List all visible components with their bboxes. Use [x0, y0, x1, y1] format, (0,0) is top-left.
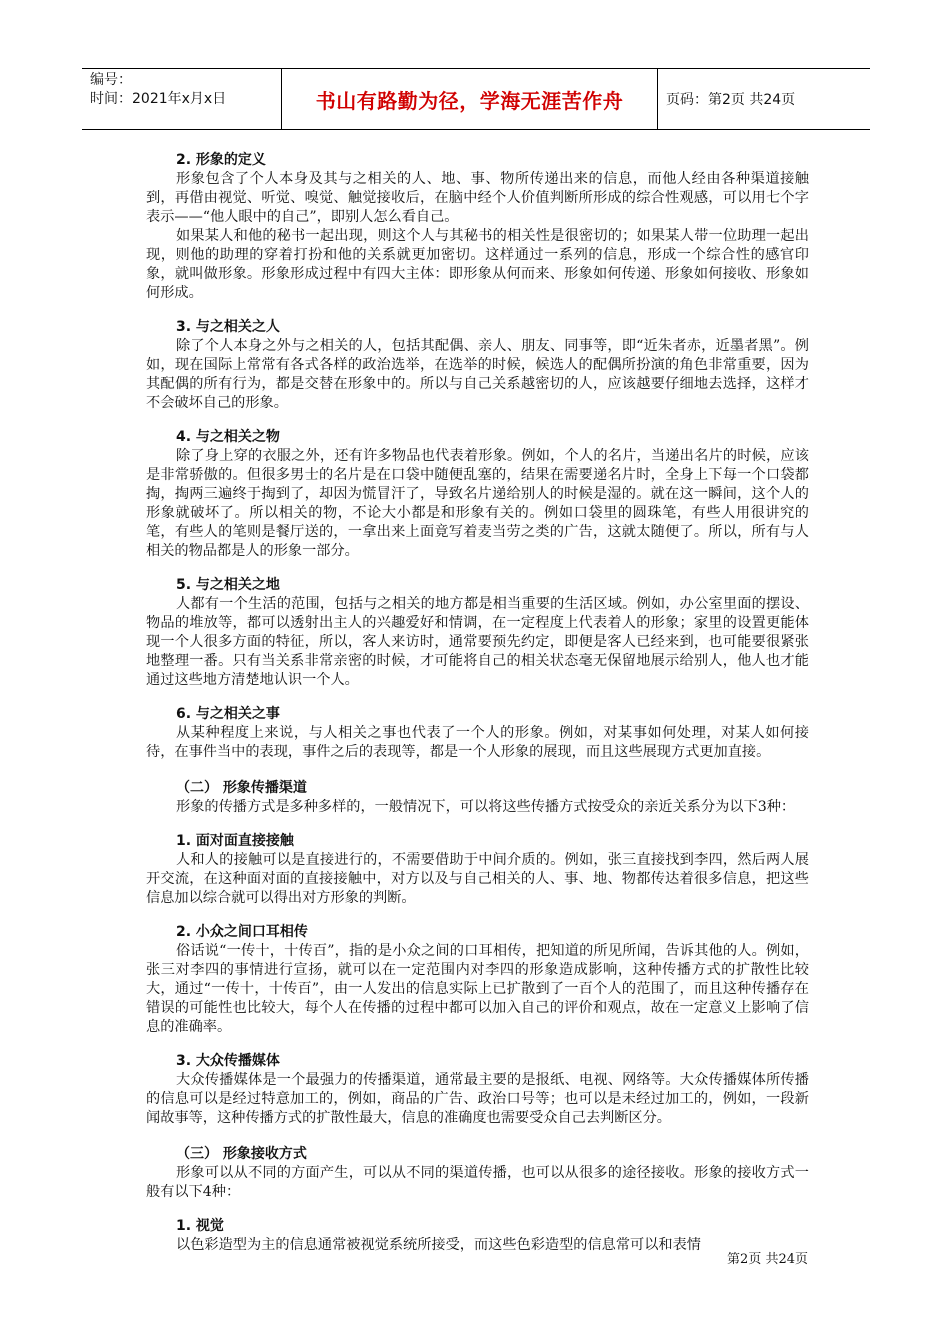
time-label: 时间：2021年x月x日: [90, 91, 227, 107]
section-heading: 2. 小众之间口耳相传: [176, 924, 308, 940]
section-heading: 5. 与之相关之地: [176, 577, 280, 593]
page-footer: 第2页 共24页: [727, 1252, 808, 1267]
page-label: 页码：第2页 共24页: [666, 92, 796, 108]
paragraph: 俗话说“一传十，十传百”，指的是小众之间的口耳相传，把知道的所见所闻，告诉其他的人。例如，张三对李四的事情进行宣扬，就可以在一定范围内对李四的形象造成影响，这种传播方式的扩散性比较大，通过“一传十，十传百”，由一人发出的信息实际上已扩散到了一百个人的范围了，而且这种传播存在错误的可能性也比较大，每个人在传播的过程中都可以加入自己的评价和观点，故在一定意义上影响了信息的准确率。: [146, 943, 809, 1035]
section-heading: 2. 形象的定义: [176, 152, 266, 168]
section-heading: 4. 与之相关之物: [176, 429, 280, 445]
section-heading: 1. 面对面直接接触: [176, 833, 294, 849]
paragraph: 除了身上穿的衣服之外，还有许多物品也代表着形象。例如，个人的名片，当递出名片的时候，应该是非常骄傲的。但很多男士的名片是在口袋中随便乱塞的，结果在需要递名片时，全身上下每一个口袋都掏，掏两三遍终于掏到了，却因为慌冒汗了，导致名片递给别人的时候是湿的。就在这一瞬间，这个人的形象就破坏了。所以相关的物，不论大小都是和形象有关的。例如口袋里的圆珠笔，有些人用很讲究的笔，有些人的笔则是餐厅送的，一拿出来上面竟写着麦当劳之类的广告，这就太随便了。所以，所有与人相关的物品都是人的形象一部分。: [146, 448, 809, 559]
paragraph: 除了个人本身之外与之相关的人，包括其配偶、亲人、朋友、同事等，即“近朱者赤，近墨者黑”。例如，现在国际上常常有各式各样的政治选举，在选举的时候，候选人的配偶所扮演的角色非常重要，因为其配偶的所有行为，都是交替在形象中的。所以与自己关系越密切的人，应该越要仔细地去选择，这样才不会破坏自己的形象。: [146, 338, 809, 411]
header-meta: [82, 69, 282, 129]
section-heading: 6. 与之相关之事: [176, 706, 280, 722]
section-heading: （三） 形象接收方式: [176, 1146, 307, 1162]
section-heading: 3. 大众传播媒体: [176, 1053, 280, 1069]
paragraph: 如果某人和他的秘书一起出现，则这个人与其秘书的相关性是很密切的；如果某人带一位助理一起出现，则他的助理的穿着打扮和他的关系就更加密切。这样通过一系列的信息，形成一个综合性的感官印象，就叫做形象。形象形成过程中有四大主体：即形象从何而来、形象如何传递、形象如何接收、形象如何形成。: [146, 228, 809, 301]
paragraph: 人和人的接触可以是直接进行的，不需要借助于中间介质的。例如，张三直接找到李四，然后两人展开交流，在这种面对面的直接接触中，对方以及与自己相关的人、事、地、物都传达着很多信息，把这些信息加以综合就可以得出对方形象的判断。: [146, 852, 809, 906]
number-label: 编号：: [90, 72, 132, 88]
motto: 书山有路勤为径，学海无涯苦作舟: [282, 69, 658, 129]
paragraph: 人都有一个生活的范围，包括与之相关的地方都是相当重要的生活区域。例如，办公室里面的摆设、物品的堆放等，都可以透射出主人的兴趣爱好和情调，在一定程度上代表着人的形象；家里的设置更能体现一个人很多方面的特征，所以，客人来访时，通常要预先约定，即便是客人已经来到，也可能要很紧张地整理一番。只有当关系非常亲密的时候，才可能将自己的相关状态毫无保留地展示给别人，他人也才能通过这些地方清楚地认识一个人。: [146, 596, 809, 688]
section-heading: 1. 视觉: [176, 1218, 224, 1234]
paragraph: 形象可以从不同的方面产生，可以从不同的渠道传播，也可以从很多的途径接收。形象的接收方式一般有以下4种：: [146, 1165, 809, 1200]
document-body: [146, 150, 809, 1255]
paragraph: 以色彩造型为主的信息通常被视觉系统所接受，而这些色彩造型的信息常可以和表情: [176, 1237, 701, 1253]
page-header: [82, 68, 870, 130]
section-heading: （二） 形象传播渠道: [176, 780, 307, 796]
paragraph: 大众传播媒体是一个最强力的传播渠道，通常最主要的是报纸、电视、网络等。大众传播媒体所传播的信息可以是经过特意加工的，例如，商品的广告、政治口号等；也可以是未经过加工的，例如，一段新闻故事等，这种传播方式的扩散性最大，信息的准确度也需要受众自己去判断区分。: [146, 1072, 809, 1126]
paragraph: 形象包含了个人本身及其与之相关的人、地、事、物所传递出来的信息，而他人经由各种渠道接触到，再借由视觉、听觉、嗅觉、触觉接收后，在脑中经个人价值判断所形成的综合性观感，可以用七个字表示——“他人眼中的自己”，即别人怎么看自己。: [146, 171, 809, 225]
paragraph: 形象的传播方式是多种多样的，一般情况下，可以将这些传播方式按受众的亲近关系分为以下3种：: [176, 799, 796, 815]
section-heading: 3. 与之相关之人: [176, 319, 280, 335]
paragraph: 从某种程度上来说，与人相关之事也代表了一个人的形象。例如，对某事如何处理，对某人如何接待，在事件当中的表现，事件之后的表现等，都是一个人形象的展现，而且这些展现方式更加直接。: [146, 725, 809, 760]
